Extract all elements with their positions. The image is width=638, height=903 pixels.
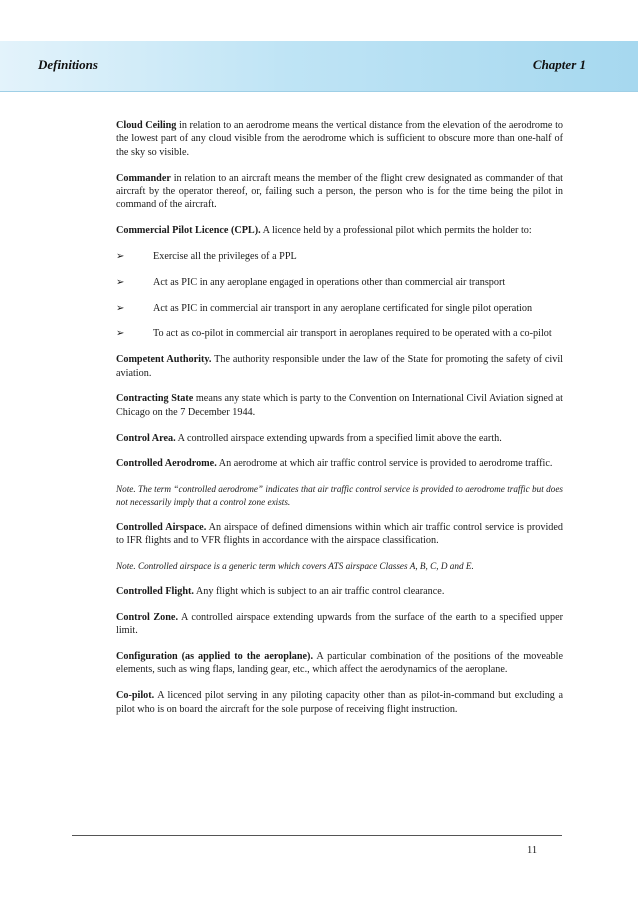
definition-term: Control Area. (116, 432, 176, 444)
bullet-text: Exercise all the privileges of a PPL (153, 251, 297, 263)
definition-text: means any state which is party to the Convention on International Civil Aviation signed at Chicago on the 7 December 1944. (116, 393, 563, 418)
definition-term: Cloud Ceiling (116, 120, 177, 131)
arrow-bullet-icon: ➢ (116, 251, 125, 263)
definition-text: The authority responsible under the law of the State for promoting the safety of civil aviation. (116, 354, 563, 379)
definition-controlled-aerodrome (116, 457, 563, 470)
definition-term: Competent Authority. (116, 354, 212, 366)
definition-term: Co-pilot. (116, 690, 155, 702)
definition-competent-authority (116, 353, 563, 380)
definition-text: in relation to an aerodrome means the vertical distance from the elevation of the aerodrome to the lowest part of any cloud visible from the aerodrome which is sufficient to obscure more than one-half of the sky so visible. (116, 120, 563, 158)
arrow-bullet-icon: ➢ (116, 328, 125, 340)
definition-text: A controlled airspace extending upwards from the surface of the earth to a specified upper limit. (116, 611, 563, 637)
note-controlled-airspace: Note. Controlled airspace is a generic term which covers ATS airspace Classes A, B, C, D and E. (116, 560, 474, 571)
definition-term: Contracting State (116, 393, 194, 405)
arrow-bullet-icon: ➢ (116, 276, 125, 288)
definition-text: An airspace of defined dimensions within which air traffic control service is provided to IFR flights and to VFR flights in accordance with the airspace classification. (116, 521, 563, 547)
definition-control-zone (116, 611, 563, 638)
bullet-item (116, 250, 563, 263)
definition-cpl (116, 224, 563, 237)
note-controlled-aerodrome: Note. The term “controlled aerodrome” indicates that air traffic control service is provided to aerodrome traffic but does not necessarily imply that a control zone exists. (116, 484, 563, 507)
footer-divider (72, 835, 562, 836)
definition-term: Commercial Pilot Licence (CPL). (116, 225, 261, 237)
definition-cloud-ceiling (116, 119, 563, 159)
header-section-title: Definitions (38, 57, 98, 72)
header-chapter-label: Chapter 1 (532, 57, 586, 72)
definition-text: A controlled airspace extending upwards from a specified limit above the earth. (175, 432, 502, 444)
definition-term: Control Zone. (116, 611, 178, 623)
bullet-item (116, 276, 563, 289)
page-number: 11 (527, 845, 538, 856)
bullet-text: To act as co-pilot in commercial air transport in aeroplanes required to be operated with a co-pilot (153, 328, 552, 340)
definition-term: Configuration (as applied to the aeroplane). (116, 650, 313, 662)
definition-term: Controlled Flight. (116, 585, 194, 597)
bullet-item (116, 302, 563, 315)
definition-text: An aerodrome at which air traffic control service is provided to aerodrome traffic. (216, 458, 553, 470)
definition-controlled-flight (116, 585, 563, 598)
arrow-bullet-icon: ➢ (116, 302, 125, 314)
definition-co-pilot (116, 689, 563, 716)
definition-configuration (116, 650, 563, 677)
definition-text: A licenced pilot serving in any piloting capacity other than as pilot-in-command but excluding a pilot who is on board the aircraft for the sole purpose of receiving flight instruction. (116, 690, 563, 715)
definition-controlled-airspace (116, 521, 563, 548)
definition-term: Controlled Aerodrome. (116, 458, 217, 470)
definition-contracting-state (116, 392, 563, 419)
bullet-text: Act as PIC in commercial air transport in any aeroplane certificated for single pilot operation (153, 302, 533, 314)
definition-control-area (116, 432, 563, 445)
bullet-item (116, 327, 563, 340)
definition-text: A particular combination of the positions of the moveable elements, such as wing flaps, landing gear, etc., which affect the aerodynamics of the aeroplane. (116, 650, 563, 676)
definitions-body (116, 119, 563, 728)
definition-term: Commander (116, 172, 171, 184)
definition-commander (116, 172, 563, 212)
page-header (0, 41, 638, 92)
definition-text: A licence held by a professional pilot which permits the holder to: (260, 225, 532, 237)
definition-text: Any flight which is subject to an air traffic control clearance. (193, 585, 445, 597)
definition-text: in relation to an aircraft means the member of the flight crew designated as commander of that aircraft by the operator thereof, or, failing such a person, the person who is for the time being the pilot in command of the aircraft. (116, 172, 563, 211)
bullet-text: Act as PIC in any aeroplane engaged in operations other than commercial air transport (153, 276, 506, 288)
definition-term: Controlled Airspace. (116, 521, 207, 533)
